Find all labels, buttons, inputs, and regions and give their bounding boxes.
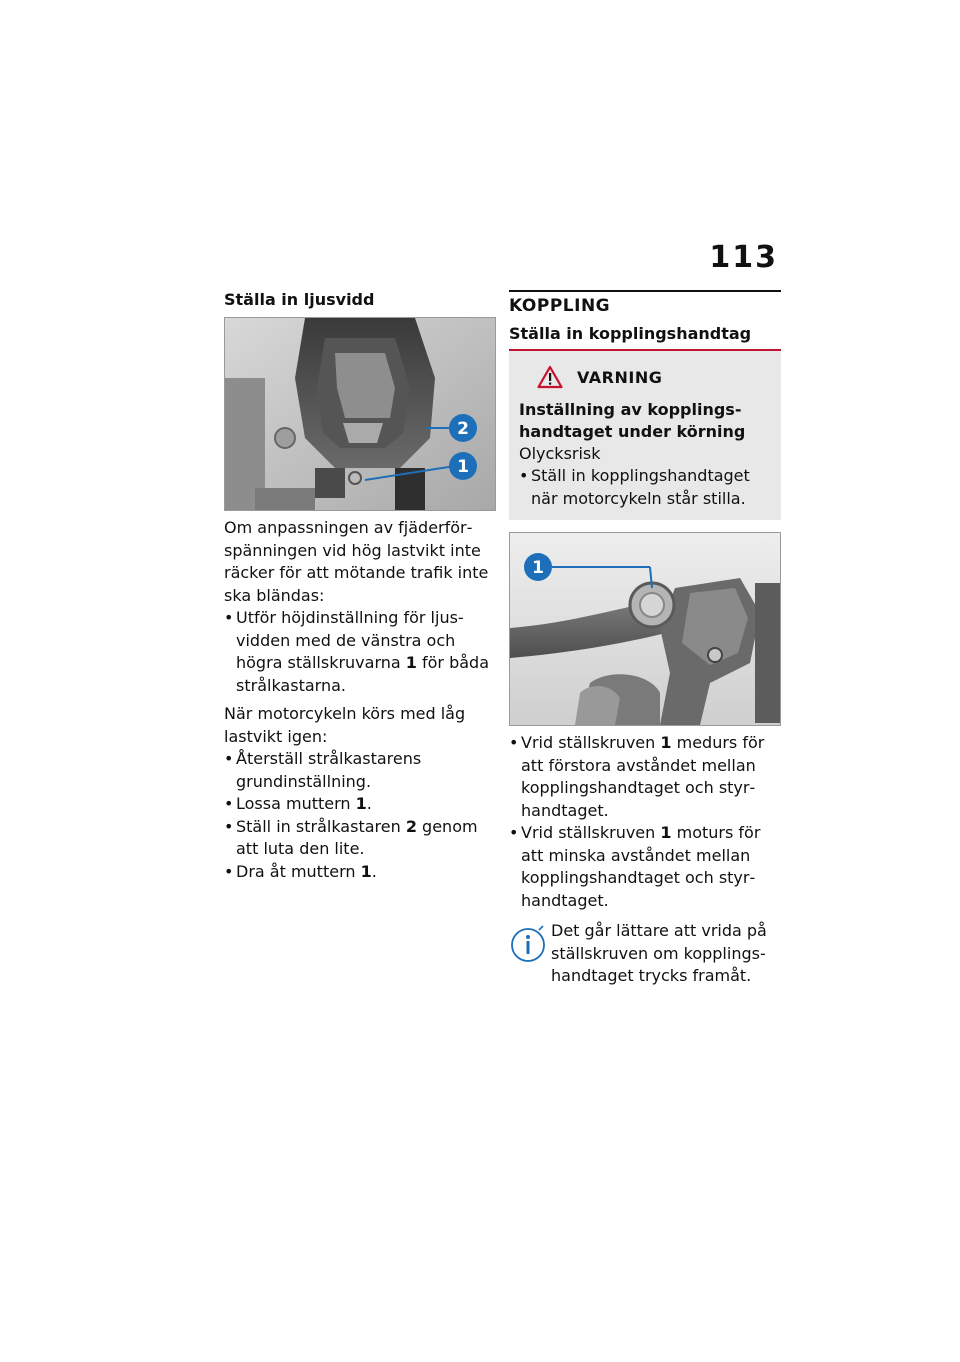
warning-triangle-icon: [537, 365, 563, 389]
list-item-text-after: medurs för att förstora avståndet mellan kopplingshandtaget och styrhandtaget.: [521, 733, 765, 820]
warning-title: VARNING: [577, 367, 663, 387]
intro-paragraph-2: När motorcykeln körs med låg lastvikt igen:: [224, 704, 466, 746]
list-item: [224, 816, 496, 861]
warning-bullet: • Ställ in kopplingshandtaget när motorcykeln står stilla.: [519, 465, 771, 510]
list-item-text-after: .: [371, 861, 377, 881]
list-item: [509, 822, 781, 912]
callout-1-label: 1: [457, 457, 469, 477]
list-item: [509, 732, 781, 822]
callout-1-label: 1: [532, 558, 544, 578]
instruction-list-2: [224, 748, 496, 793]
list-item-text: Vrid ställskruven: [521, 733, 661, 752]
info-note-text: Det går lättare att vrida på ställskruven om kopplingshandtaget trycks framåt.: [551, 921, 767, 985]
clutch-lever-figure: [509, 532, 781, 726]
list-item-text-after: .: [366, 794, 372, 813]
section-heading-headlight: Ställa in ljusvidd: [224, 290, 375, 309]
headlight-illustration: [225, 318, 495, 510]
list-item-text: Ställ in strålkastaren: [236, 816, 406, 836]
callout-reference: 1: [660, 823, 672, 842]
callout-reference: 2: [405, 816, 417, 836]
left-column: [224, 290, 496, 883]
callout-reference: 1: [660, 733, 672, 752]
intro-paragraph: Om anpassningen av fjäderförspänningen vid hög lastvikt inte räcker för att mötande trafik inte ska bländas:: [224, 518, 489, 605]
list-item: [224, 793, 496, 816]
list-item-text: Vrid ställskruven: [521, 823, 661, 842]
clutch-lever-illustration: [510, 533, 780, 725]
chapter-heading: KOPPLING: [509, 290, 781, 316]
list-item-text: Dra åt muttern: [236, 861, 361, 881]
clutch-instruction-list: [509, 732, 781, 912]
list-item-text: Utför höjdinställning för ljusvidden med de vänstra och högra ställskruvarna: [236, 608, 464, 672]
list-item-text: Återställ strålkastarens grundinställning.: [236, 749, 422, 791]
headlight-figure: [224, 317, 496, 511]
instruction-list-1: [224, 607, 496, 697]
warning-box: [509, 351, 781, 520]
warning-list: [519, 465, 771, 510]
info-icon: [509, 924, 547, 964]
list-item-text-after: moturs för att minska avståndet mellan kopplingshandtaget och styrhandtaget.: [521, 823, 761, 910]
instruction-list-3: [224, 793, 496, 883]
warning-subject: Inställning av kopplingshandtaget under körning: [519, 400, 746, 441]
list-item-text-after: för båda strålkastarna.: [236, 653, 490, 695]
callout-reference: 1: [360, 861, 372, 881]
warning-risk: Olycksrisk: [519, 444, 601, 463]
page-number: 113: [709, 240, 778, 275]
info-note: [509, 920, 781, 988]
section-heading-clutch-lever: Ställa in kopplingshandtag: [509, 316, 781, 351]
callout-reference: 1: [355, 794, 367, 813]
callout-reference: 1: [405, 653, 417, 672]
list-item: [224, 607, 496, 697]
list-item-text: Lossa muttern: [236, 794, 356, 813]
list-item: [224, 748, 496, 793]
list-item: [224, 861, 496, 884]
right-column: [509, 290, 781, 988]
callout-2-label: 2: [457, 419, 469, 439]
warning-header: [519, 365, 771, 389]
list-item-text-after: genom att luta den lite.: [236, 816, 478, 858]
